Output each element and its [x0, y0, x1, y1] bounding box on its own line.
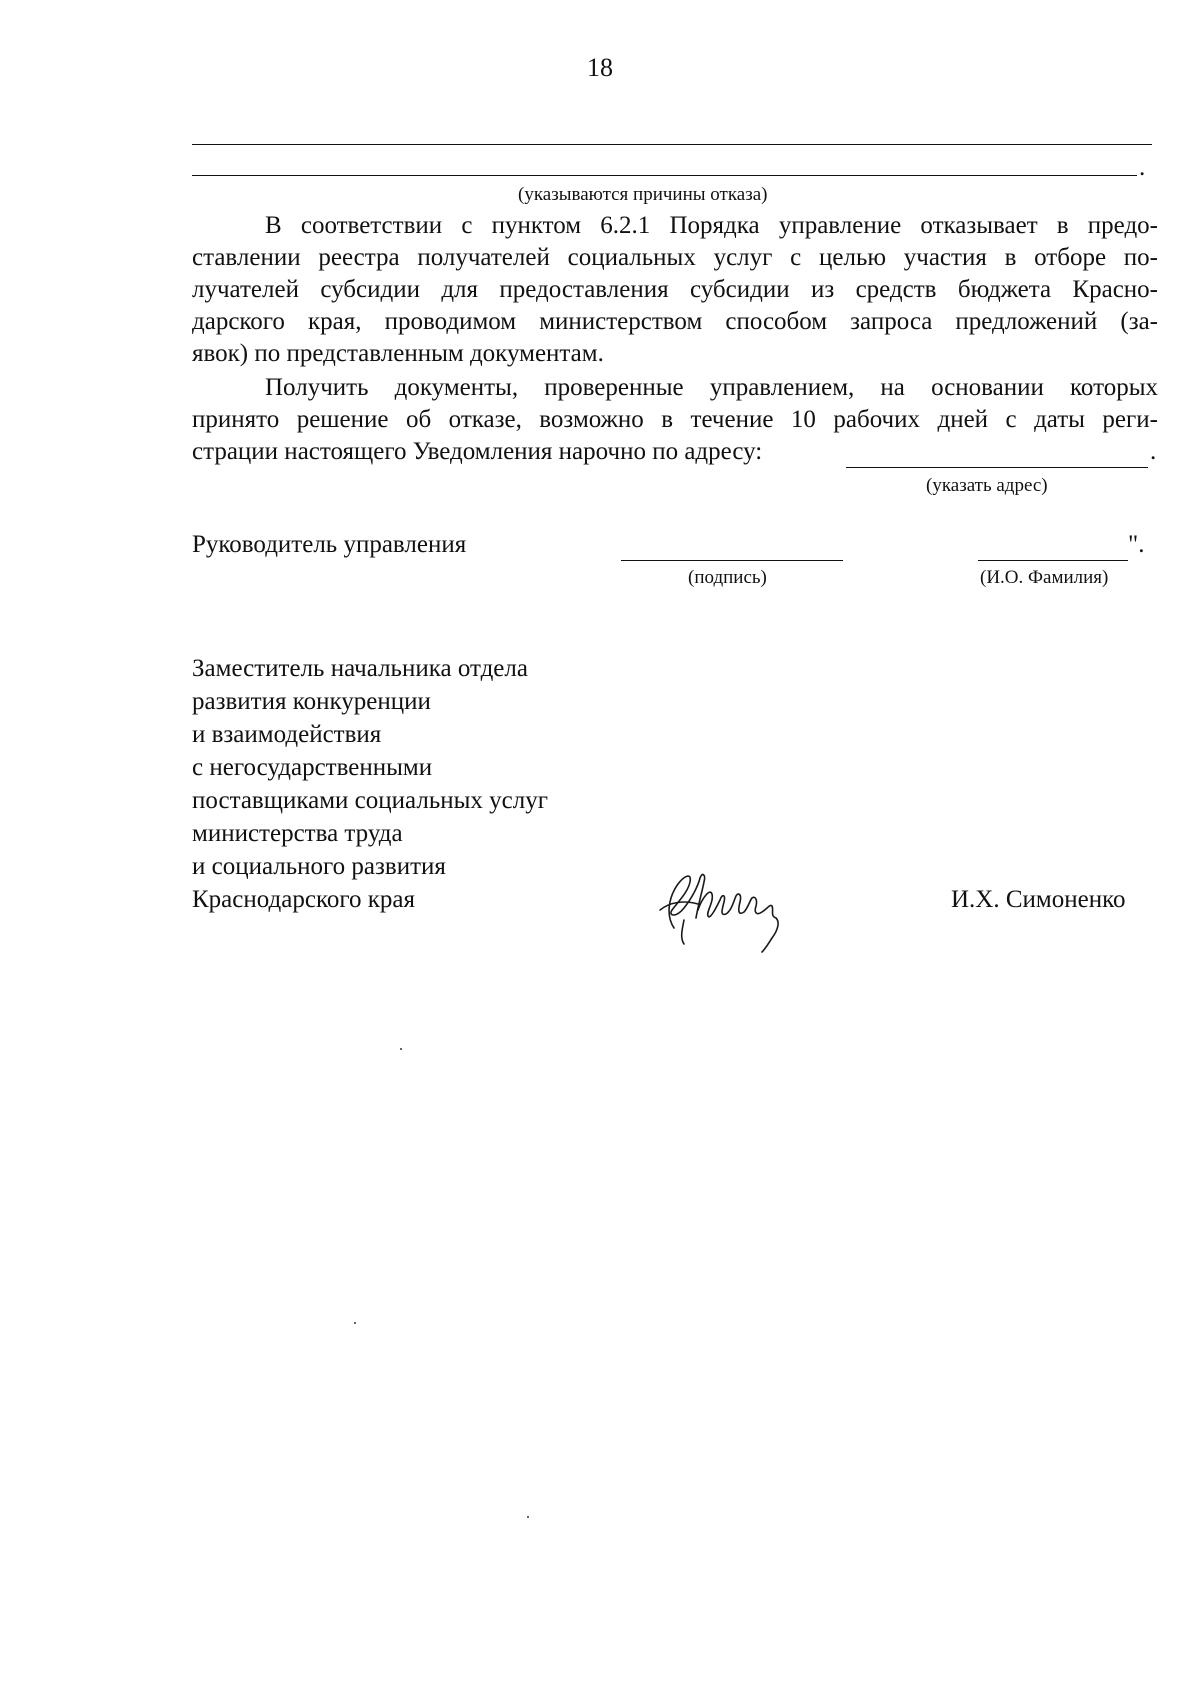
- signatory-position-line-2: развития конкуренции: [192, 688, 431, 715]
- head-name-caption: (И.О. Фамилия): [980, 567, 1109, 588]
- scan-speck: [354, 1322, 356, 1324]
- head-signature-caption: (подпись): [688, 567, 767, 588]
- head-name-line-end: ".: [1128, 531, 1145, 558]
- head-signature-line: [621, 560, 843, 561]
- signatory-position-line-4: с негосударственными: [192, 754, 433, 781]
- reasons-line-end: .: [1139, 154, 1146, 181]
- paragraph-1-line-5: явок) по представленным документам.: [192, 340, 604, 367]
- signatory-position-line-6: министерства труда: [192, 820, 403, 847]
- paragraph-1-line-2: ставлении реестра получателей социальных услуг с целью участия в отборе по-: [192, 244, 1158, 271]
- signatory-position-line-7: и социального развития: [192, 853, 446, 880]
- paragraph-2-line-3: страции настоящего Уведомления нарочно по адресу:: [192, 438, 763, 465]
- scan-speck: [400, 1048, 402, 1050]
- address-blank-line: [846, 467, 1148, 468]
- page-number: 18: [587, 53, 613, 82]
- signatory-position-line-5: поставщиками социальных услуг: [192, 787, 548, 814]
- signatory-position-line-3: и взаимодействия: [192, 721, 382, 748]
- reasons-caption: (указываются причины отказа): [518, 184, 768, 205]
- paragraph-1-line-3: лучателей субсидии для предоставления субсидии из средств бюджета Красно-: [192, 276, 1158, 303]
- handwritten-signature: [640, 858, 800, 958]
- address-line-end: .: [1150, 438, 1157, 465]
- scan-speck: [527, 1516, 529, 1518]
- paragraph-1-line-4: дарского края, проводимом министерством способом запроса предложений (за-: [192, 308, 1158, 335]
- reasons-blank-line-2: [192, 175, 1137, 176]
- paragraph-1-line-1: В соответствии с пунктом 6.2.1 Порядка управление отказывает в предо-: [265, 212, 1158, 239]
- reasons-blank-line-1: [192, 144, 1152, 145]
- signatory-name: И.Х. Симоненко: [951, 886, 1126, 913]
- signatory-position-line-1: Заместитель начальника отдела: [192, 655, 528, 682]
- head-title: Руководитель управления: [192, 531, 467, 558]
- head-name-line: [978, 560, 1128, 561]
- signatory-position-line-8: Краснодарского края: [192, 886, 415, 913]
- address-caption: (указать адрес): [926, 475, 1048, 496]
- paragraph-2-line-2: принято решение об отказе, возможно в течение 10 рабочих дней с даты реги-: [192, 406, 1158, 433]
- paragraph-2-line-1: Получить документы, проверенные управлением, на основании которых: [265, 374, 1158, 401]
